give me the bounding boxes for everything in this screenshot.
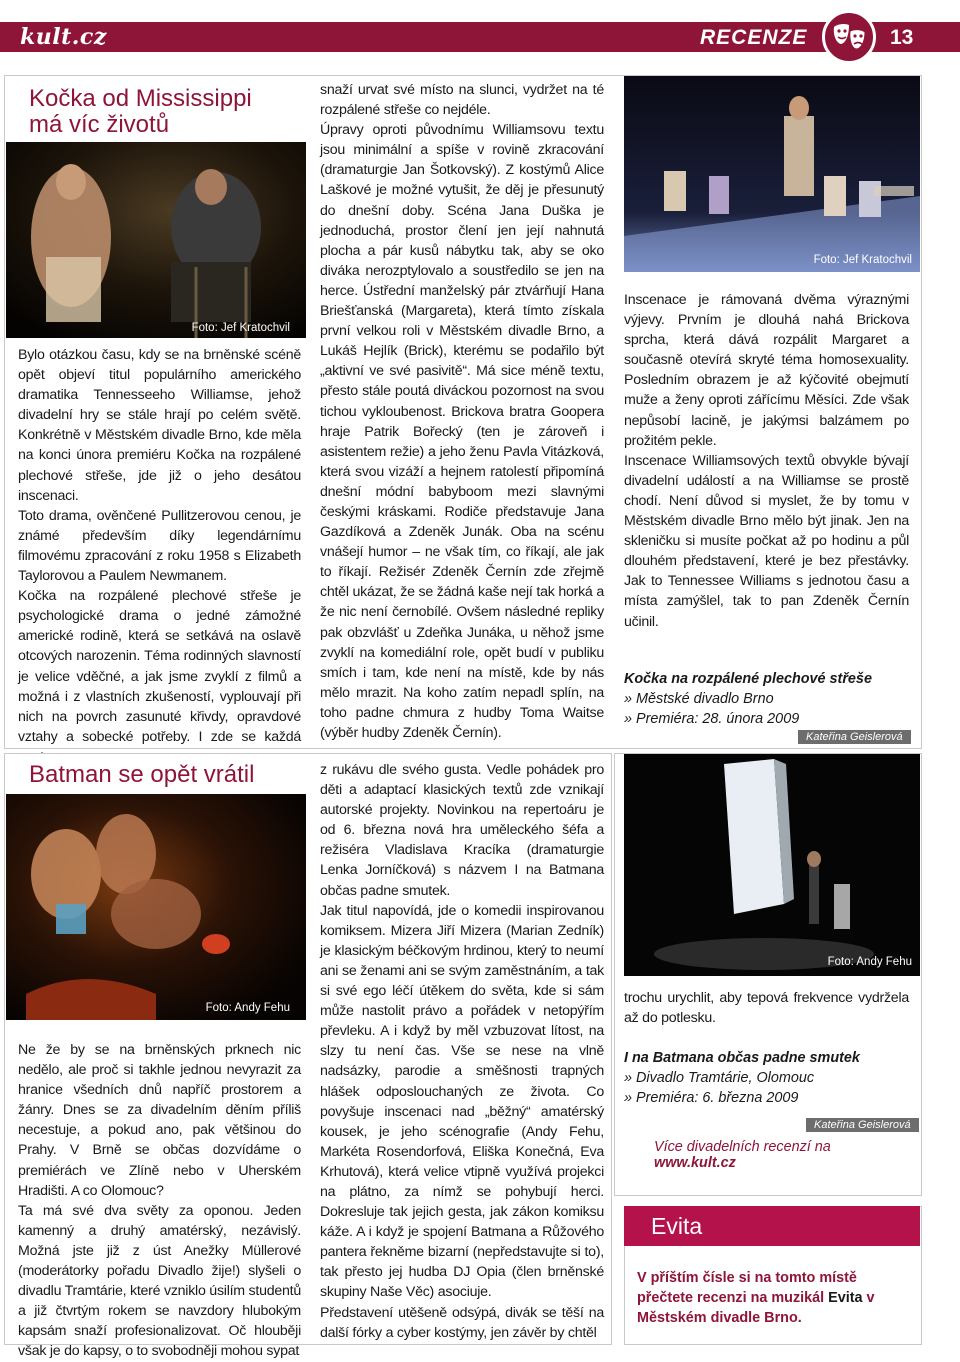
section-title: RECENZE <box>700 26 808 49</box>
article2-author-badge: Kateřina Geislerová <box>806 1118 919 1132</box>
article1-column2 <box>320 80 604 743</box>
article1-info <box>624 669 914 729</box>
article2-column3 <box>624 988 909 1028</box>
article2-photo2-credit: Foto: Andy Fehu <box>827 956 912 968</box>
play-venue: » Městské divadlo Brno <box>624 691 774 707</box>
header-bar <box>0 22 960 52</box>
paragraph: Představení utěšeně odsýpá, divák se těší na další fórky a cyber kostýmy, jen závěr by chtěl <box>320 1304 604 1341</box>
article2-column1 <box>18 1040 301 1362</box>
paragraph: Bylo otázkou času, kdy se na brněnské scéně opět objeví titul populárního amerického dramatika Tennesseeho Williamse, jehož divadelní hry se stále hrají po celém světě. Konkrétně v Městském divadle Brno, kde měla na konci února premiéru Kočka na rozpálené plechové střeše, jde již o jeho desátou inscenaci. <box>18 347 301 504</box>
article1-column3 <box>624 290 909 632</box>
theatre-masks-icon <box>822 10 876 64</box>
more-reviews-text: Více divadelních recenzí na <box>654 1139 831 1155</box>
article2-column2 <box>320 760 604 1343</box>
article1-photo1-credit: Foto: Jef Kratochvil <box>191 322 290 334</box>
paragraph: Úpravy oproti původnímu Williamsovu textu jsou minimální a spíše v rovině zkracování (dramaturgie Jan Šotkovský). Z kostýmů Alice Laškové je možné vytušit, že děj je přesunutý do dnešní doby. Scéna Jana Duška je jednoduchá, prostor člení jen její nahnutá plocha a pár kusů nábytku tak, aby se oko diváka nerozptylovalo a soustředilo se jen na herce. Ústřední manželský pár ztvárňují Hana Briešťanská (Margareta), která tímto získala první velkou roli v Městském divadle Brno, a Lukáš Hejlík (Brick), kterému se podařilo být „aktivní ve své pasivitě“. Má sice méně textu, přesto stále poutá diváckou pozornost na svou tichou vykloubenost. Brickova bratra Goopera hraje Patrik Bořecký (ten je zároveň i asistentem režie) a jeho ženu Pavla Vitázková, která svou vizáží a hejnem ratolestí připomíná dnešní módní babyboom mezi slavnými českými kráskami. Rodiče představuje Jana Gazdíková a Zdeněk Junák. Oba na scénu vnášejí humor – ne však tím, co říkají, ale jak to říkají. Režisér Zdeněk Černín zde zřejmě chtěl ukázat, že se žádná kaše nejí tak horká a že nic není černobílé. Ovšem následné repliky pak obzvlášť u Zdeňka Junáka, u něhož jsme zvyklí na komediální role, opět budí v publiku smích i tam, kde není na místě, kde by nás mělo mrazit. Na koho zatím nepadl splín, na toho padne chmura z hudby Toma Waitse (výběr hudby Zdeněk Černín). <box>320 122 604 741</box>
kult-link[interactable]: www.kult.cz <box>654 1155 736 1171</box>
paragraph: z rukávu dle svého gusta. Vedle pohádek pro děti a adaptací klasických textů zde vznikají autorské projekty. Novinkou na repertoáru je od 6. března nová hra uměleckého šéfa a režiséra Vladislava Kracíka (dramaturgie Lenka Jorníčková) s názvem I na Batmana občas padne smutek. <box>320 762 604 899</box>
paragraph: Toto drama, ověnčené Pullitzerovou cenou, je známé především díky legendárnímu filmovému zpracování z roku 1958 s Elizabeth Taylorovou a Paulem Newmanem. <box>18 507 301 585</box>
evita-title: Evita <box>624 1206 920 1246</box>
article1-author-badge: Kateřina Geislerová <box>798 730 911 744</box>
article1-title <box>29 86 309 138</box>
paragraph: trochu urychlit, aby tepová frekvence vydržela až do potlesku. <box>624 990 909 1027</box>
page-number: 13 <box>890 26 914 49</box>
paragraph: Inscenace je rámovaná dvěma výraznými výjevy. Prvním je dlouhá nahá Brickova sprcha, která dává rozpálit Margaret a současně otevírá skryté téma homosexuality. Posledním obrazem je až kýčovité obejmutí muže a ženy oproti zářícímu Měsíci. Zde však nepůsobí lacině, je jakýmsi balzámem po prožitém pekle. <box>624 292 909 449</box>
article1-title-line2: má víc životů <box>29 111 170 138</box>
article2-info <box>624 1048 914 1108</box>
play-title: Kočka na rozpálené plechové střeše <box>624 671 872 687</box>
article2-photo2 <box>624 754 920 976</box>
article1-column1 <box>18 345 301 767</box>
article1-photo2-credit: Foto: Jef Kratochvil <box>813 254 912 266</box>
more-reviews-line <box>654 1139 916 1171</box>
article1-photo1 <box>6 142 306 338</box>
article2-photo1 <box>6 794 306 1020</box>
paragraph: Kočka na rozpálené plechové střeše je psychologické drama o jedné zámožné americké rodině, která se setkává na oslavě otcových narozenin. Téma rodinných slavností je velice vděčné, a jak jsme zvyklí z filmů a možná i z vlastních zkušeností, vyplouvají při nich na povrch zasunuté křivdy, opravdové vztahy a sobecké potřeby. I zde se každá <box>18 588 301 745</box>
play-venue: » Divadlo Tramtárie, Olomouc <box>624 1070 815 1086</box>
paragraph: Inscenace Williamsových textů obvykle bývají divadelní událostí a na Williamse se prostě chodí. Není důvod si myslet, že by tomu v Městském divadle Brno mělo být jinak. Jen na skleničku si musíte počkat až po hodinu a půl dlouhém představení, které je bez přestávky. Jak to Tennessee Williams s jednotou času a místa zamýšlel, tak to pan Zdeněk Černín učinil. <box>624 452 909 630</box>
paragraph: snaží urvat své místo na slunci, vydržet na té rozpálené střeše co nejdéle. <box>320 82 604 119</box>
evita-text: V příštím čísle si na tomto místě přečtete recenzi na muzikál Evita v Městském divadle Brno. <box>637 1270 875 1326</box>
paragraph: Ne že by se na brněnských prknech nic nedělo, ale proč si takhle jednou nevyrazit za hranice všedních dnů napříč prostorem a žánry. Dnes se za divadelním děním příliš necestuje, a pokud ano, pak většinou do Prahy. V Brně se občas dozvídáme o premiérách ve Zlíně nebo v Uherském Hradišti. A co Olomouc? <box>18 1042 301 1199</box>
article1-title-line1: Kočka od Mississippi <box>29 85 252 112</box>
play-premiere: » Premiéra: 6. března 2009 <box>624 1090 799 1106</box>
paragraph: Jak titul napovídá, jde o komedii inspirovanou komiksem. Mizera Jiří Mizera (Marian Zedník) je klasickým béčkovým hrdinou, který to neumí ani se ženami ani se svým zaměstnáním, a tak si své ego léčí útěkem do světa, kde si sám může nastolit právo a pořádek v netopýřím převleku. A i když by měl vzbuzovat lítost, na slzy tu není čas. Vše se nese na vlně nadsázky, parodie a směšnosti trapných hlášek odposlouchaných ze života. Co povyšuje inscenaci nad „běžný“ amatérský kousek, je jeho scénografie (Andy Fehu, Markéta Rosendorfová, Eliška Konečná, Eva Krhutová), která velice vtipně využívá projekci na plátno, za nímž se pohybují herci. Dokresluje tak jejich gesta, jak zákon komiksu káže. A i když je spojení Batmana a Růžového pantera řekněme bizarní (nepředstavujte si to), tak přesto jej hudba DJ Opia (člen brněnské skupiny Naše Věc) asociuje. <box>320 902 604 1301</box>
article1-photo2 <box>624 76 920 272</box>
paragraph: Ta má své dva světy za oponou. Jeden kamenný a druhý amatérský, nezávislý. Možná jste již z úst Anežky Müllerové (moderátorky pořadu Divadlo žije!) slyšeli o divadlu Tramtárie, které vzniklo úsilím studentů a již čtvrtým rokem se navzdory hlubokým kapsám snaží profesionalizovat. Oč hlouběji však je do kapsy, o to svobodněji mohou sypat <box>18 1202 301 1360</box>
article2-title: Batman se opět vrátil <box>29 761 255 788</box>
brand-logo[interactable]: kult.cz <box>20 24 107 50</box>
play-premiere: » Premiéra: 28. února 2009 <box>624 711 800 727</box>
evita-bold: Evita <box>828 1290 863 1306</box>
article2-photo1-credit: Foto: Andy Fehu <box>205 1002 290 1014</box>
play-title: I na Batmana občas padne smutek <box>624 1050 860 1066</box>
